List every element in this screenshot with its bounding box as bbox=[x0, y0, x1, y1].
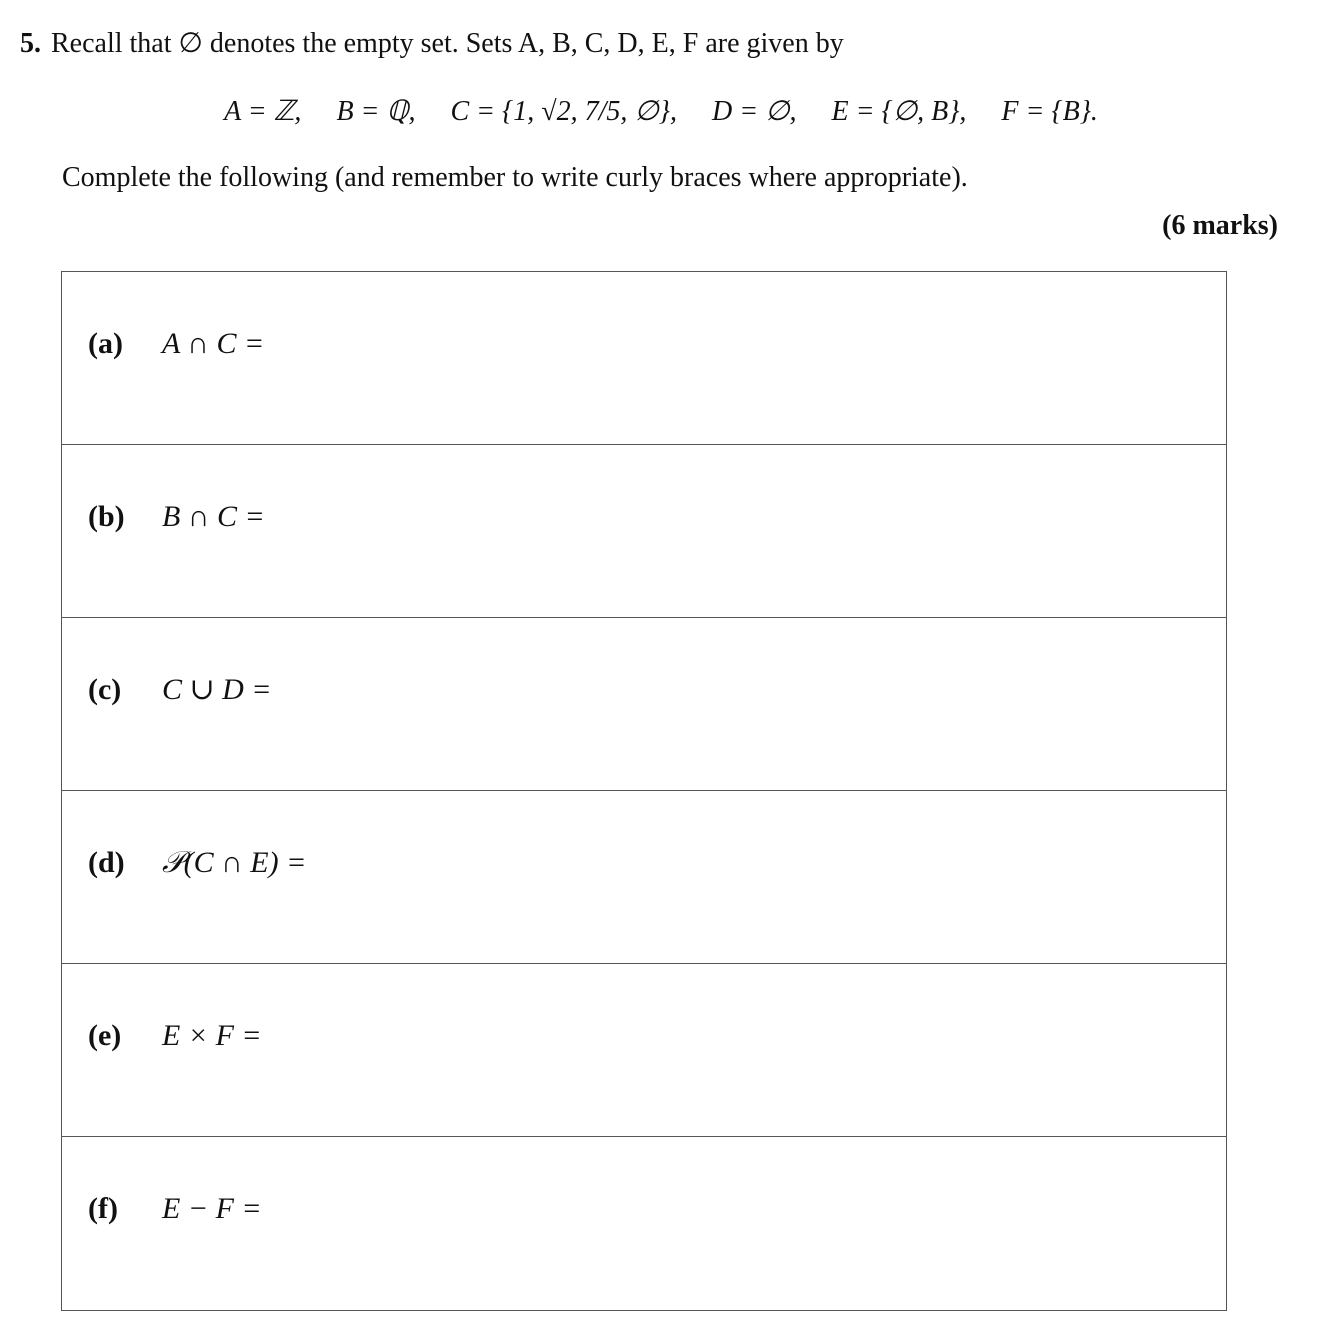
part-label-a: (a) bbox=[88, 327, 123, 360]
answer-box-d[interactable] bbox=[62, 791, 1226, 964]
definition-d: D = ∅, bbox=[712, 96, 797, 127]
definition-f: F = {B}. bbox=[1001, 96, 1098, 127]
part-expression-e: E × F = bbox=[162, 1019, 262, 1052]
part-expression-d: 𝒫(C ∩ E) = bbox=[162, 846, 307, 879]
answer-box-b[interactable] bbox=[62, 445, 1226, 618]
question-line bbox=[20, 26, 844, 62]
part-expression-c: C ∪ D = bbox=[162, 673, 272, 706]
answer-table bbox=[61, 271, 1227, 1311]
question-number: 5. bbox=[20, 28, 41, 59]
answer-box-a[interactable] bbox=[62, 272, 1226, 445]
part-expression-b: B ∩ C = bbox=[162, 500, 265, 533]
answer-box-e[interactable] bbox=[62, 964, 1226, 1137]
question-intro: Recall that ∅ denotes the empty set. Sets A, B, C, D, E, F are given by bbox=[51, 28, 844, 59]
definition-e: E = {∅, B}, bbox=[831, 96, 967, 127]
part-label-c: (c) bbox=[88, 673, 122, 706]
definition-a: A = ℤ, bbox=[224, 96, 302, 127]
part-label-f: (f) bbox=[88, 1192, 118, 1225]
part-label-d: (d) bbox=[88, 846, 125, 879]
part-expression-f: E − F = bbox=[162, 1192, 262, 1225]
part-label-e: (e) bbox=[88, 1019, 122, 1052]
marks-label: (6 marks) bbox=[1162, 210, 1278, 241]
answer-box-f[interactable] bbox=[62, 1137, 1226, 1310]
part-label-b: (b) bbox=[88, 500, 125, 533]
definition-b: B = ℚ, bbox=[336, 96, 416, 127]
answer-box-c[interactable] bbox=[62, 618, 1226, 791]
instruction-text: Complete the following (and remember to write curly braces where appropriate). bbox=[62, 162, 968, 193]
part-expression-a: A ∩ C = bbox=[162, 327, 265, 360]
definition-c: C = {1, √2, 7/5, ∅}, bbox=[450, 96, 677, 127]
set-definitions bbox=[0, 92, 1322, 132]
